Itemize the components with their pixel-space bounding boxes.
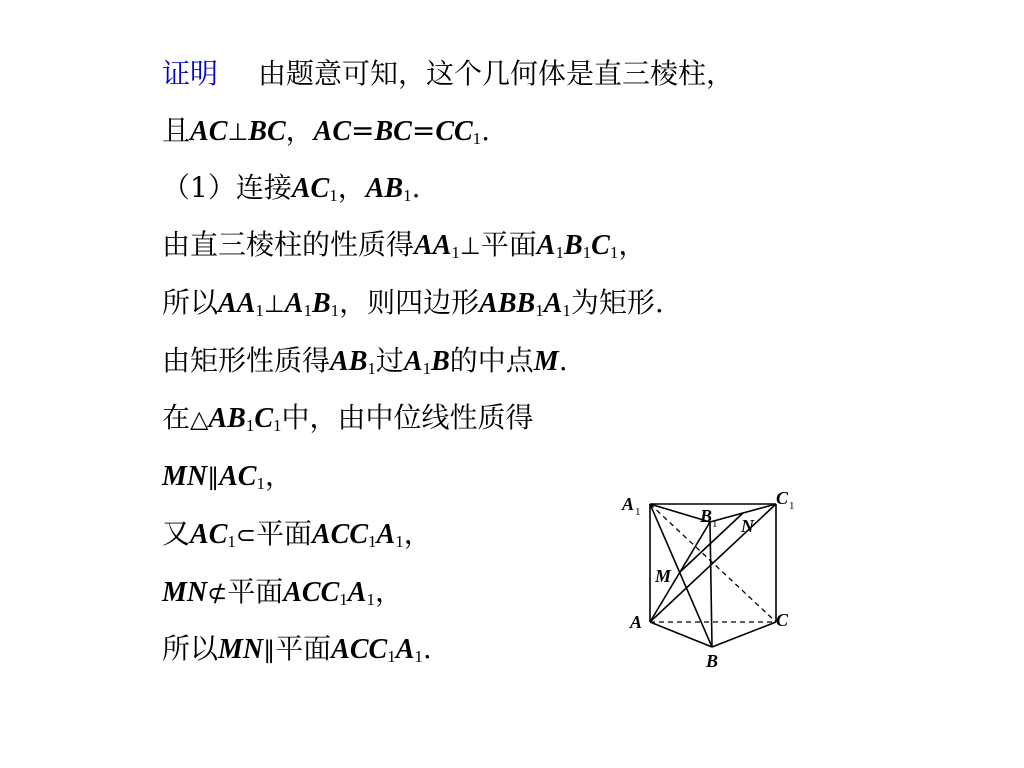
subscript: 1 <box>245 416 255 435</box>
var: ABB <box>479 288 536 319</box>
proof-line-6 <box>162 341 568 381</box>
var: MN <box>162 577 208 608</box>
parallel-symbol: ∥ <box>263 636 276 664</box>
label-c1-sub: 1 <box>789 500 795 512</box>
proof-line-1 <box>162 54 734 94</box>
subscript: 1 <box>339 590 348 609</box>
var: C <box>591 230 610 261</box>
proof-line-4 <box>162 225 646 265</box>
perp-symbol: ⊥ <box>459 232 481 260</box>
var: MN <box>218 634 264 665</box>
var: AA <box>414 230 452 261</box>
triangle-symbol: △ <box>190 405 209 433</box>
label-c: C <box>776 610 789 630</box>
text-fragment: = <box>351 114 375 147</box>
var: A <box>284 288 304 319</box>
var: BC <box>248 116 286 147</box>
var: MN <box>162 461 208 492</box>
var: AB <box>330 346 368 377</box>
var: A <box>543 288 563 319</box>
proof-intro: 由题意可知，这个几何体是直三棱柱， <box>258 57 735 90</box>
var: CC <box>435 116 473 147</box>
label-a1: A <box>622 494 635 514</box>
text-fragment: 所以 <box>162 632 219 665</box>
text-fragment: ，则四边形 <box>339 286 480 319</box>
var: AC <box>219 461 257 492</box>
subscript: 1 <box>395 532 404 551</box>
subscript: 1 <box>303 301 312 320</box>
text-fragment: ， <box>285 114 314 147</box>
subscript: 1 <box>330 301 340 320</box>
var: A <box>395 634 415 665</box>
prism-figure <box>610 482 810 677</box>
proof-line-11 <box>162 629 432 669</box>
var: B <box>563 230 583 261</box>
subscript: 1 <box>535 301 544 320</box>
text-fragment: . <box>411 171 421 204</box>
var: AB <box>365 173 404 204</box>
perp-symbol: ⊥ <box>227 118 249 146</box>
text-fragment: 平面 <box>480 228 537 261</box>
subscript: 1 <box>387 647 396 666</box>
text-fragment: 由直三棱柱的性质得 <box>162 228 415 261</box>
label-c1: C <box>776 488 789 508</box>
text-fragment: 为矩形. <box>570 286 664 319</box>
subscript: 1 <box>562 301 571 320</box>
perp-symbol: ⊥ <box>263 290 285 318</box>
var: B <box>431 346 450 377</box>
var: AC <box>291 173 330 204</box>
subscript: 1 <box>609 243 619 262</box>
subscript: 1 <box>273 416 282 435</box>
var: A <box>347 577 367 608</box>
text-fragment: 的中点 <box>449 344 534 377</box>
var: BC <box>374 116 412 147</box>
edge-b-c <box>712 622 776 647</box>
text-fragment: = <box>411 114 436 147</box>
var: B <box>311 288 331 319</box>
text-fragment: 平面 <box>275 632 332 665</box>
label-a1-sub: 1 <box>635 506 641 518</box>
text-fragment: ， <box>374 575 403 608</box>
proof-label: 证明 <box>162 57 219 90</box>
subscript: 1 <box>555 243 564 262</box>
text-fragment: （1）连接 <box>162 171 292 204</box>
text-fragment: 中，由中位线性质得 <box>281 401 534 434</box>
label-m: M <box>655 566 672 586</box>
text-fragment: 过 <box>375 344 404 377</box>
edge-b1-b <box>710 522 712 647</box>
proof-line-9 <box>162 514 432 554</box>
var: ACC <box>312 519 369 550</box>
var: A <box>536 230 556 261</box>
text-fragment: 且 <box>162 114 191 147</box>
text-fragment: ， <box>618 228 647 261</box>
label-a: A <box>630 612 643 632</box>
proof-line-2 <box>162 111 490 151</box>
text-fragment: 平面 <box>227 575 284 608</box>
subscript: 1 <box>422 359 432 378</box>
proof-line-3 <box>162 168 420 208</box>
text-fragment: . <box>558 344 568 377</box>
text-fragment: . <box>481 114 491 147</box>
text-fragment: ， <box>403 517 432 550</box>
text-fragment: 又 <box>162 517 191 550</box>
var: AA <box>218 288 256 319</box>
text-fragment: ， <box>337 171 366 204</box>
subscript: 1 <box>451 243 460 262</box>
text-fragment: 由矩形性质得 <box>162 344 331 377</box>
label-n: N <box>741 516 754 536</box>
subscript: 1 <box>256 474 265 493</box>
subscript: 1 <box>403 186 412 205</box>
var: ACC <box>283 577 340 608</box>
var: AC <box>190 116 228 147</box>
subscript: 1 <box>368 532 377 551</box>
var: AB <box>208 403 246 434</box>
subscript: 1 <box>227 532 236 551</box>
label-b: B <box>706 651 719 671</box>
parallel-symbol: ∥ <box>207 463 220 491</box>
label-b1-sub: 1 <box>712 518 718 530</box>
subscript: 1 <box>255 301 264 320</box>
text-fragment: 平面 <box>255 517 312 550</box>
subscript: 1 <box>329 186 338 205</box>
subscript: 1 <box>367 359 376 378</box>
var: AC <box>190 519 228 550</box>
subscript: 1 <box>472 129 482 148</box>
proof-line-10 <box>162 572 403 612</box>
text-fragment: 所以 <box>162 286 219 319</box>
text-fragment: . <box>422 632 432 665</box>
subscript: 1 <box>366 590 375 609</box>
proof-line-8 <box>162 456 293 496</box>
var: ACC <box>331 634 388 665</box>
label-b1: B <box>700 506 713 526</box>
proof-line-7 <box>162 398 534 438</box>
var: A <box>403 346 423 377</box>
subset-symbol: ⊂ <box>235 521 256 549</box>
proof-line-5 <box>162 283 664 323</box>
var: A <box>376 519 396 550</box>
var: C <box>254 403 274 434</box>
text-fragment: 在 <box>162 401 191 434</box>
subscript: 1 <box>582 243 592 262</box>
text-fragment: ， <box>264 459 293 492</box>
subscript: 1 <box>414 647 423 666</box>
var: AC <box>313 116 352 147</box>
not-subset-symbol: ⊄ <box>207 579 228 607</box>
var: M <box>533 346 559 377</box>
